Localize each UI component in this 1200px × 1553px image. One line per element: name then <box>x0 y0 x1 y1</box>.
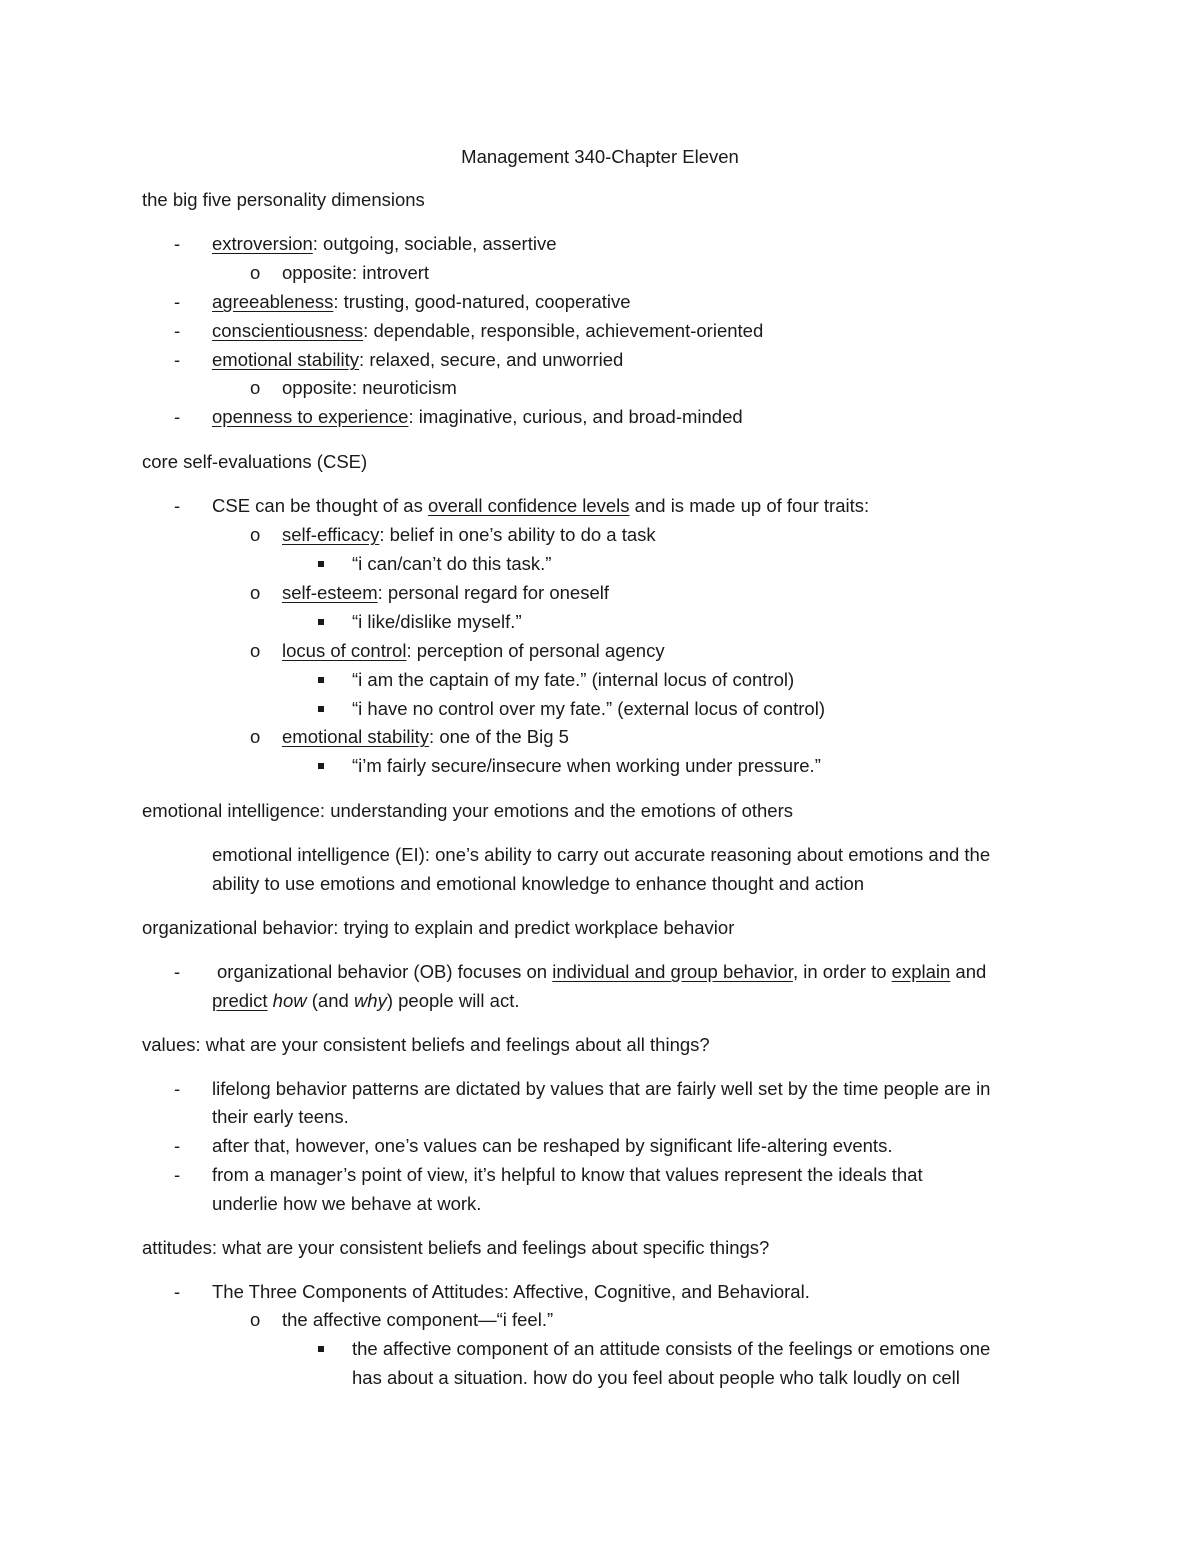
dash-marker: - <box>174 961 181 982</box>
term: self-esteem <box>282 582 378 603</box>
quote-item: “i can/can’t do this task.” <box>352 553 552 574</box>
square-bullet-icon <box>318 607 324 636</box>
circle-marker: o <box>250 726 261 747</box>
circle-marker: o <box>250 262 261 283</box>
term: individual and group behavior <box>552 961 793 982</box>
quote-item: “i’m fairly secure/insecure when working under pressure.” <box>352 755 821 776</box>
term: predict <box>212 990 268 1011</box>
square-bullet-icon <box>318 751 324 780</box>
term: conscientiousness <box>212 320 364 341</box>
circle-marker: o <box>250 582 261 603</box>
term: agreeableness <box>212 291 334 312</box>
list-item: The Three Components of Attitudes: Affective, Cognitive, and Behavioral. <box>212 1281 810 1302</box>
dash-marker: - <box>174 291 181 312</box>
dash-marker: - <box>174 1135 181 1156</box>
paragraph-line: emotional intelligence (EI): one’s ability to carry out accurate reasoning about emotions and the <box>212 844 991 865</box>
circle-marker: o <box>250 640 261 661</box>
section-heading-ob: organizational behavior: trying to explain and predict workplace behavior <box>142 917 735 938</box>
dash-marker: - <box>174 349 181 370</box>
page-title: Management 340-Chapter Eleven <box>461 146 739 167</box>
list-item-continuation: their early teens. <box>212 1106 349 1127</box>
term: emotional stability <box>212 349 360 370</box>
list-subitem: the affective component—“i feel.” <box>282 1309 554 1330</box>
term: openness to experience <box>212 406 409 427</box>
square-bullet-icon <box>318 665 324 694</box>
term: emotional stability <box>282 726 430 747</box>
term: locus of control <box>282 640 407 661</box>
list-item: conscientiousness: dependable, responsible, achievement-oriented <box>212 320 764 341</box>
list-subitem: opposite: introvert <box>282 262 430 283</box>
list-subitem: self-esteem: personal regard for oneself <box>282 582 610 603</box>
paragraph-line: ability to use emotions and emotional knowledge to enhance thought and action <box>212 873 865 894</box>
term: explain <box>891 961 951 982</box>
dash-marker: - <box>174 495 181 516</box>
list-subitem: self-efficacy: belief in one’s ability to do a task <box>282 524 656 545</box>
dash-marker: - <box>174 1281 181 1302</box>
quote-item: “i like/dislike myself.” <box>352 611 522 632</box>
quote-item: “i am the captain of my fate.” (internal locus of control) <box>352 669 795 690</box>
list-item: emotional stability: relaxed, secure, and unworried <box>212 349 624 370</box>
square-bullet-icon <box>318 1334 324 1363</box>
list-item: openness to experience: imaginative, curious, and broad-minded <box>212 406 743 427</box>
square-bullet-icon <box>318 549 324 578</box>
list-subsubitem: the affective component of an attitude consists of the feelings or emotions one <box>352 1338 991 1359</box>
term: extroversion <box>212 233 313 254</box>
dash-marker: - <box>174 406 181 427</box>
list-subsubitem-continuation: has about a situation. how do you feel about people who talk loudly on cell <box>352 1367 960 1388</box>
list-item-continuation: underlie how we behave at work. <box>212 1193 482 1214</box>
dash-marker: - <box>174 1078 181 1099</box>
section-heading-big-five: the big five personality dimensions <box>142 189 425 210</box>
section-heading-values: values: what are your consistent beliefs and feelings about all things? <box>142 1034 710 1055</box>
list-item-continuation: predict how (and why) people will act. <box>212 990 520 1011</box>
list-item: lifelong behavior patterns are dictated by values that are fairly well set by the time people are in <box>212 1078 991 1099</box>
term: overall confidence levels <box>427 495 630 516</box>
square-bullet-icon <box>318 694 324 723</box>
quote-item: “i have no control over my fate.” (external locus of control) <box>352 698 825 719</box>
section-heading-attitudes: attitudes: what are your consistent beliefs and feelings about specific things? <box>142 1237 770 1258</box>
section-heading-cse: core self-evaluations (CSE) <box>142 451 368 472</box>
list-subitem: opposite: neuroticism <box>282 377 457 398</box>
section-heading-ei: emotional intelligence: understanding your emotions and the emotions of others <box>142 800 793 821</box>
circle-marker: o <box>250 377 261 398</box>
circle-marker: o <box>250 524 261 545</box>
dash-marker: - <box>174 1164 181 1185</box>
list-subitem: locus of control: perception of personal agency <box>282 640 665 661</box>
list-item: agreeableness: trusting, good-natured, cooperative <box>212 291 631 312</box>
dash-marker: - <box>174 233 181 254</box>
term: self-efficacy <box>282 524 380 545</box>
list-item: from a manager’s point of view, it’s helpful to know that values represent the ideals that <box>212 1164 923 1185</box>
dash-marker: - <box>174 320 181 341</box>
list-item: after that, however, one’s values can be reshaped by significant life-altering events. <box>212 1135 893 1156</box>
list-item: extroversion: outgoing, sociable, assertive <box>212 233 557 254</box>
list-item: organizational behavior (OB) focuses on individual and group behavior, in order to explain and <box>217 961 987 982</box>
circle-marker: o <box>250 1309 261 1330</box>
list-subitem: emotional stability: one of the Big 5 <box>282 726 569 747</box>
list-item: CSE can be thought of as overall confidence levels and is made up of four traits: <box>212 495 870 516</box>
